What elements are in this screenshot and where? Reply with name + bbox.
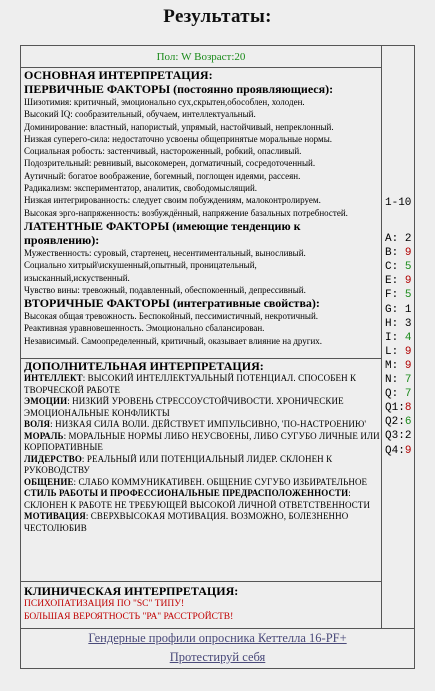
- score-label: F:: [385, 289, 399, 302]
- score-value: 7: [404, 374, 412, 386]
- score-value: 3: [404, 317, 412, 330]
- score-row: [385, 374, 411, 386]
- extra-item-label: ОБЩЕНИЕ: [24, 476, 74, 487]
- extra-item-label: ЛИДЕРСТВО: [24, 453, 82, 464]
- primary-factor-line: Высокая эрго-напряженность: возбуждённый, напряжение базальных потребностей.: [24, 207, 348, 218]
- score-row: [385, 275, 411, 287]
- interpretation-column: [21, 68, 381, 628]
- extra-item: [24, 511, 381, 534]
- score-row: [385, 346, 411, 358]
- score-value: 8: [404, 402, 412, 415]
- score-row: [385, 388, 411, 400]
- secondary-factor-line: Реактивная уравновешенность. Эмоционально сбалансирован.: [24, 323, 265, 334]
- latent-factor-line: Чувство вины: тревожный, подавленный, обеспокоенный, депрессивный.: [24, 284, 306, 295]
- primary-factors-list: [24, 96, 381, 219]
- page-title: Результаты:: [163, 6, 272, 27]
- extra-item: [24, 431, 381, 454]
- score-label: Q2:: [385, 416, 405, 429]
- primary-heading: ПЕРВИЧНЫЕ ФАКТОРЫ (постоянно проявляющиеся):: [24, 82, 334, 96]
- basic-interpretation-section: [21, 68, 381, 358]
- extra-item-text: : СВЕРХВЫСОКАЯ МОТИВАЦИЯ. ВОЗМОЖНО, БОЛЕЗНЕННО ЧЕСТОЛЮБИВ: [24, 511, 349, 533]
- score-row: [385, 445, 411, 457]
- primary-factor-line: Подозрительный: ревнивый, высокомерен, догматичный, сосредоточенный.: [24, 158, 316, 169]
- extra-item-label: СТИЛЬ РАБОТЫ И ПРОФЕССИОНАЛЬНЫЕ ПРЕДРАСПОЛОЖЕННОСТИ: [24, 488, 349, 498]
- score-value: 9: [404, 345, 412, 358]
- secondary-factor-line: Независимый. Самоопределенный, критичный, оказывает влияние на других.: [24, 335, 323, 346]
- score-value: 9: [404, 359, 412, 372]
- gender-age-info: Пол: W Возраст:20: [21, 46, 381, 68]
- extra-item: [24, 477, 381, 489]
- score-value: 4: [404, 331, 412, 344]
- primary-factor-line: Аутичный: богатое воображение, богемный, поглощен идеями, рассеян.: [24, 170, 301, 181]
- extra-item-text: : ВЫСОКИЙ ИНТЕЛЛЕКТУАЛЬНЫЙ ПОТЕНЦИАЛ. СПОСОБЕН К ТВОРЧЕСКОЙ РАБОТЕ: [24, 373, 357, 395]
- extra-item: [24, 488, 381, 511]
- score-label: B:: [385, 247, 399, 260]
- score-label: Q4:: [385, 444, 405, 457]
- extra-item-text: : НИЗКИЙ УРОВЕНЬ СТРЕССОУСТОЙЧИВОСТИ. ХРОНИЧЕСКИЕ ЭМОЦИОНАЛЬНЫЕ КОНФЛИКТЫ: [24, 396, 344, 418]
- latent-factor-line: Социально хитрый\искушенный,опытный, проницательный,: [24, 260, 257, 271]
- score-label: M:: [385, 359, 399, 372]
- clinical-line: БОЛЬШАЯ ВЕРОЯТНОСТЬ "РА" РАССТРОЙСТВ!: [24, 611, 234, 622]
- score-value: 6: [404, 416, 412, 429]
- extra-interpretation-section: [21, 358, 381, 581]
- clinical-lines: [24, 598, 381, 623]
- latent-factor-line: Мужественность: суровый, стартенец, несентиментальный, выносливый.: [24, 247, 306, 258]
- primary-factor-line: Социальная робость: застенчивый, настороженный, робкий, опасливый.: [24, 146, 302, 157]
- extra-item-label: ИНТЕЛЛЕКТ: [24, 373, 83, 383]
- extra-item-label: МОРАЛЬ: [24, 430, 64, 441]
- extra-item-text: : СКЛОНЕН К РАБОТЕ НЕ ТРЕБУЮЩЕЙ ВЫСОКОЙ ЛИЧНОЙ ОТВЕТСТВЕННОСТИ: [24, 488, 371, 510]
- scores-column: [381, 46, 414, 628]
- extra-item-text: : НИЗКАЯ СИЛА ВОЛИ. ДЕЙСТВУЕТ ИМПУЛЬСИВНО, 'ПО-НАСТРОЕНИЮ': [50, 419, 367, 429]
- primary-factor-line: Доминирование: властный, напористый, упрямый, настойчивый, непреклонный.: [24, 121, 334, 132]
- score-row: [385, 360, 411, 372]
- score-value: 5: [404, 261, 412, 274]
- extra-item-label: МОТИВАЦИЯ: [24, 511, 86, 521]
- score-range: 1-10: [385, 197, 412, 209]
- score-row: [385, 430, 411, 442]
- extra-item: [24, 454, 381, 477]
- clinical-heading: КЛИНИЧЕСКАЯ ИНТЕРПРЕТАЦИЯ:: [24, 584, 239, 598]
- score-label: I:: [385, 331, 399, 344]
- score-label: H:: [385, 317, 399, 330]
- score-label: G:: [385, 303, 399, 316]
- results-table: [20, 45, 415, 669]
- secondary-factors-list: [24, 310, 381, 347]
- secondary-heading: ВТОРИЧНЫЕ ФАКТОРЫ (интегративные свойства):: [24, 296, 320, 311]
- extra-item-label: ВОЛЯ: [24, 419, 51, 429]
- score-row: [385, 247, 411, 259]
- score-label: C:: [385, 261, 399, 274]
- extra-heading: ДОПОЛНИТЕЛЬНАЯ ИНТЕРПРЕТАЦИЯ:: [24, 359, 264, 373]
- score-value: 5: [404, 289, 412, 302]
- clinical-line: ПСИХОПАТИЗАЦИЯ ПО "SC" ТИПУ!: [24, 599, 185, 609]
- clinical-interpretation-section: [21, 581, 381, 628]
- extra-item-text: : РЕАЛЬНЫЙ ИЛИ ПОТЕНЦИАЛЬНЫЙ ЛИДЕР. СКЛОНЕН К РУКОВОДСТВУ: [24, 453, 333, 475]
- test-link[interactable]: Протестируй себя: [169, 650, 266, 664]
- extra-item-text: : СЛАБО КОММУНИКАТИВЕН. ОБЩЕНИЕ СУГУБО ИЗБИРАТЕЛЬНОЕ: [73, 476, 368, 487]
- score-row: [385, 233, 411, 245]
- score-row: [385, 261, 411, 273]
- primary-factor-line: Шизотимия: критичный, эмоционально сух,скрытен,обособлен, холоден.: [24, 97, 305, 107]
- score-value: 9: [404, 444, 412, 457]
- score-row: [385, 318, 411, 330]
- profiles-link[interactable]: Гендерные профили опросника Кеттелла 16-PF+: [88, 631, 347, 645]
- extra-item: [24, 396, 381, 419]
- score-value: 9: [404, 247, 412, 260]
- primary-factor-line: Радикализм: экспериментатор, аналитик, свободомыслящий.: [24, 183, 258, 194]
- score-label: L:: [385, 345, 399, 358]
- score-value: 1: [404, 303, 412, 316]
- score-label: Q1:: [385, 402, 405, 415]
- score-row: [385, 416, 411, 428]
- primary-factor-line: Высокий IQ: сообразительный, обучаем, интеллектуальный.: [24, 109, 256, 120]
- latent-heading: ЛАТЕНТНЫЕ ФАКТОРЫ (имеющие тенденцию к проявлению):: [24, 218, 301, 247]
- extra-item-text: : МОРАЛЬНЫЕ НОРМЫ ЛИБО НЕУСВОЕНЫ, ЛИБО СУГУБО ЛИЧНЫЕ ИЛИ КОРПОРАТИВНЫЕ: [24, 430, 380, 452]
- footer-links: [21, 628, 414, 668]
- extra-item: [24, 419, 381, 431]
- primary-factor-line: Низкая интегрированность: следует своим побуждениям, малоконтролируем.: [24, 195, 321, 206]
- latent-factors-list: [24, 247, 381, 296]
- score-value: 9: [404, 275, 412, 288]
- score-value: 2: [404, 233, 412, 245]
- extra-item: [24, 373, 381, 396]
- secondary-factor-line: Высокая общая тревожность. Беспокойный, пессимистичный, некротичный.: [24, 311, 319, 322]
- score-row: [385, 332, 411, 344]
- score-label: Q3:: [385, 430, 405, 443]
- score-row: [385, 289, 411, 301]
- score-label: N:: [385, 374, 399, 386]
- score-value: 7: [404, 388, 412, 401]
- score-label: E:: [385, 275, 399, 288]
- extra-items-list: [24, 373, 381, 534]
- score-label: A:: [385, 233, 399, 245]
- score-row: [385, 304, 411, 316]
- score-row: [385, 402, 411, 414]
- score-value: 2: [404, 430, 412, 443]
- score-label: Q:: [385, 388, 399, 401]
- primary-factor-line: Низкая суперего-сила: недостаточно усвоены общепринятые моральные нормы.: [24, 133, 333, 144]
- latent-factor-line: изысканный,искуственный.: [24, 272, 130, 283]
- basic-heading: ОСНОВНАЯ ИНТЕРПРЕТАЦИЯ:: [24, 68, 213, 82]
- extra-item-label: ЭМОЦИИ: [24, 396, 68, 406]
